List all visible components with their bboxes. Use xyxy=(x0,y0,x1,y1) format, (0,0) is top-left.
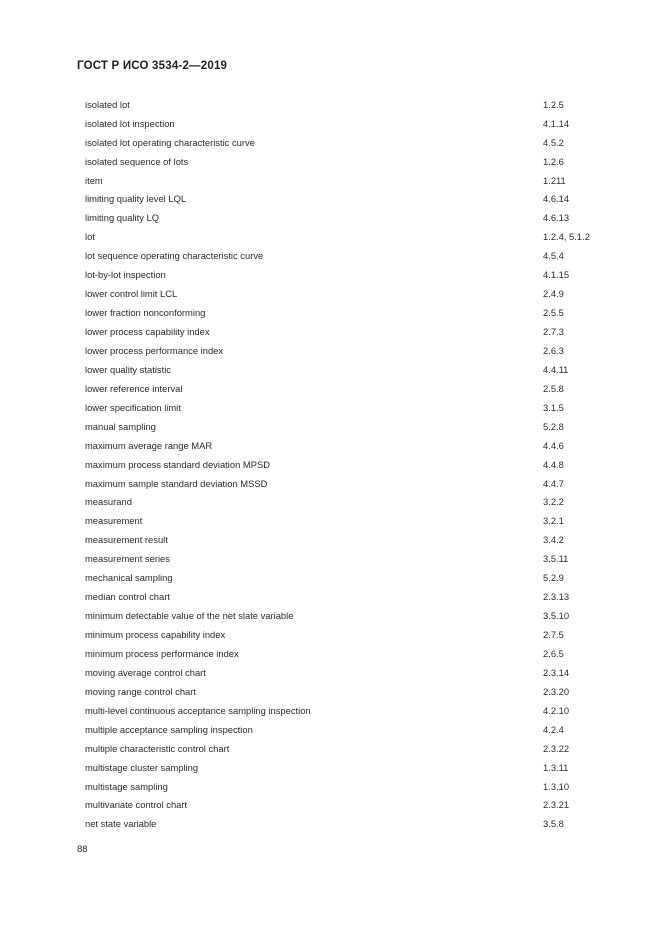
index-term: lower fraction nonconforming xyxy=(85,307,206,319)
index-reference: 4.1.14 xyxy=(543,117,570,129)
index-reference: 2.6.5 xyxy=(543,647,564,659)
index-term: isolated lot inspection xyxy=(85,117,175,129)
index-term: measurement series xyxy=(85,553,170,565)
index-entry xyxy=(85,398,605,417)
index-term: lot xyxy=(85,231,95,243)
index-entry xyxy=(85,322,605,341)
index-entry xyxy=(85,341,605,360)
index-reference: 2.6.3 xyxy=(543,344,564,356)
index-reference: 4.4.11 xyxy=(543,363,569,375)
index-term: moving range control chart xyxy=(85,685,196,697)
index-term: measurand xyxy=(85,496,132,508)
index-reference: 1.211 xyxy=(543,174,566,186)
index-reference: 4.5.2 xyxy=(543,136,564,148)
index-term: lower process performance index xyxy=(85,344,224,356)
index-entry xyxy=(85,247,605,266)
index-reference: 5.2.9 xyxy=(543,572,564,584)
index-entry xyxy=(85,95,605,114)
index-reference: 4.4.8 xyxy=(543,458,564,470)
index-reference: 5.2.8 xyxy=(543,420,564,432)
index-reference: 3.5.10 xyxy=(543,610,570,622)
index-entry xyxy=(85,587,605,606)
index-reference: 3.5.8 xyxy=(543,818,564,830)
page-number: 88 xyxy=(77,844,88,855)
index-term: limiting quality LQ xyxy=(85,212,159,224)
index-reference: 3.2.2 xyxy=(543,496,564,508)
index-entry xyxy=(85,379,605,398)
index-reference: 2.5.8 xyxy=(543,382,564,394)
index-reference: 2.7.3 xyxy=(543,326,564,338)
index-term: multi-level continuous acceptance sampling inspection xyxy=(85,704,311,716)
index-reference: 4.5.4 xyxy=(543,250,564,262)
document-header: ГОСТ Р ИСО 3534-2—2019 xyxy=(77,60,228,72)
index-entry xyxy=(85,644,605,663)
index-term: lower control limit LCL xyxy=(85,288,178,300)
index-entry xyxy=(85,455,605,474)
index-reference: 4.2.10 xyxy=(543,704,570,716)
index-term: multivariate control chart xyxy=(85,799,188,811)
index-reference: 4.4.6 xyxy=(543,439,564,451)
index-term: lot sequence operating characteristic curve xyxy=(85,250,264,262)
index-entry xyxy=(85,493,605,512)
index-term: minimum process capability index xyxy=(85,629,226,641)
index-term: minimum process performance index xyxy=(85,647,239,659)
index-term: limiting quality level LQL xyxy=(85,193,187,205)
index-reference: 4.6.14 xyxy=(543,193,570,205)
index-entry xyxy=(85,360,605,379)
index-term: measurement result xyxy=(85,534,168,546)
index-entry xyxy=(85,568,605,587)
index-entry xyxy=(85,114,605,133)
index-entry xyxy=(85,758,605,777)
index-reference: 2.3.22 xyxy=(543,742,570,754)
index-term: lot-by-lot inspection xyxy=(85,269,166,281)
index-reference: 4.4.7 xyxy=(543,477,564,489)
index-term: isolated lot operating characteristic curve xyxy=(85,136,255,148)
index-entry xyxy=(85,228,605,247)
index-reference: 2.3.20 xyxy=(543,685,570,697)
index-term: isolated sequence of lots xyxy=(85,155,189,167)
index-entry xyxy=(85,284,605,303)
index-entry xyxy=(85,739,605,758)
index-term: manual sampling xyxy=(85,420,156,432)
index-term: multistage sampling xyxy=(85,780,168,792)
index-term: lower process capability index xyxy=(85,326,210,338)
index-entry xyxy=(85,209,605,228)
index-entry xyxy=(85,625,605,644)
index-entry xyxy=(85,303,605,322)
index-reference: 3.2.1 xyxy=(543,515,564,527)
index-term: maximum average range MAR xyxy=(85,439,213,451)
index-term: multiple characteristic control chart xyxy=(85,742,230,754)
index-entry xyxy=(85,512,605,531)
index-term: net state variable xyxy=(85,818,157,830)
index-entry xyxy=(85,417,605,436)
index-term: multistage cluster sampling xyxy=(85,761,199,773)
index-reference: 1.3.10 xyxy=(543,780,570,792)
index-reference: 1.3.11 xyxy=(543,761,569,773)
index-entry xyxy=(85,265,605,284)
index-term: measurement xyxy=(85,515,143,527)
index-entry xyxy=(85,531,605,550)
index-reference: 1.2.6 xyxy=(543,155,564,167)
index-term: mechanical sampling xyxy=(85,572,173,584)
index-term: isolated lot xyxy=(85,98,130,110)
index-entry xyxy=(85,796,605,815)
index-reference: 2.4.9 xyxy=(543,288,564,300)
index-entry xyxy=(85,663,605,682)
index-entry xyxy=(85,720,605,739)
index-entry xyxy=(85,171,605,190)
index-reference: 2.7.5 xyxy=(543,629,564,641)
index-entry xyxy=(85,133,605,152)
index-reference: 1.2.5 xyxy=(543,98,564,110)
index-term: lower specification limit xyxy=(85,401,181,413)
index-term: maximum sample standard deviation MSSD xyxy=(85,477,268,489)
index-term: moving average control chart xyxy=(85,666,206,678)
index-term: minimum detectable value of the net slate variable xyxy=(85,610,294,622)
index-term: lower quality statistic xyxy=(85,363,171,375)
term-index-list xyxy=(85,95,605,834)
index-reference: 4.1.15 xyxy=(543,269,570,281)
index-term: maximum process standard deviation MPSD xyxy=(85,458,270,470)
index-term: multiple acceptance sampling inspection xyxy=(85,723,253,735)
index-entry xyxy=(85,190,605,209)
index-reference: 2.3.21 xyxy=(543,799,570,811)
index-reference: 2.3.14 xyxy=(543,666,570,678)
index-entry xyxy=(85,701,605,720)
index-entry xyxy=(85,550,605,569)
index-reference: 1.2.4, 5.1.2 xyxy=(543,231,590,243)
index-reference: 2.3.13 xyxy=(543,591,570,603)
index-reference: 3.1.5 xyxy=(543,401,564,413)
index-reference: 3.4.2 xyxy=(543,534,564,546)
index-reference: 4.2.4 xyxy=(543,723,564,735)
index-term: median control chart xyxy=(85,591,170,603)
index-reference: 2.5.5 xyxy=(543,307,564,319)
index-entry xyxy=(85,815,605,834)
index-term: item xyxy=(85,174,103,186)
index-term: lower reference interval xyxy=(85,382,183,394)
index-entry xyxy=(85,436,605,455)
index-entry xyxy=(85,682,605,701)
index-entry xyxy=(85,152,605,171)
index-entry xyxy=(85,777,605,796)
index-entry xyxy=(85,474,605,493)
index-reference: 4.6.13 xyxy=(543,212,570,224)
index-entry xyxy=(85,606,605,625)
index-reference: 3.5.11 xyxy=(543,553,569,565)
